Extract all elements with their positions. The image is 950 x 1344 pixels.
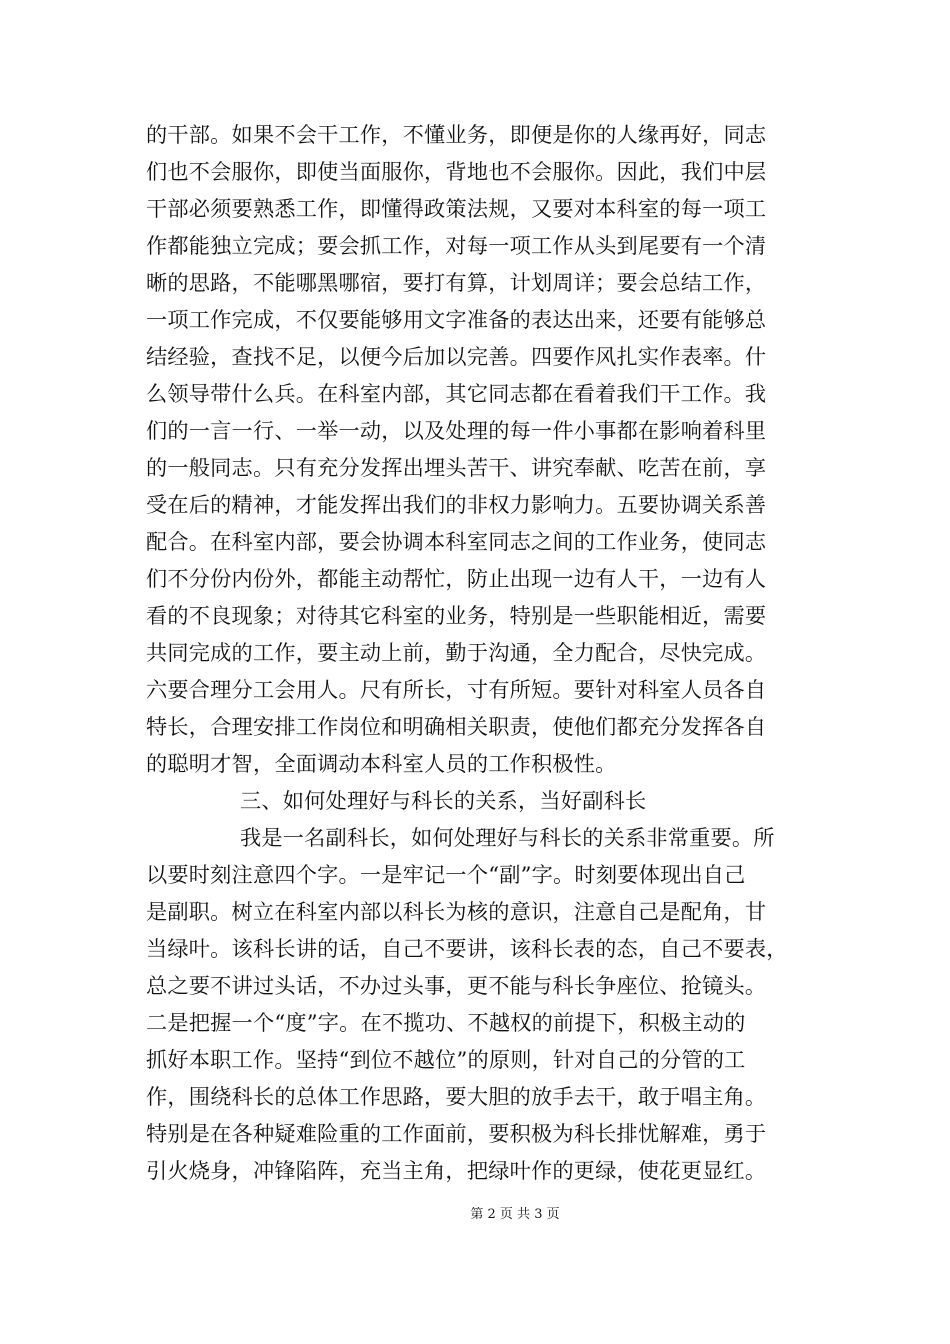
text-line: 特长，合理安排工作岗位和明确相关职责，使他们都充分发挥各自 (146, 714, 767, 739)
text-line: 引火烧身，冲锋陷阵，充当主角，把绿叶作的更绿，使花更显红。 (146, 1158, 767, 1183)
text-line: 受在后的精神，才能发挥出我们的非权力影响力。五要协调关系善 (146, 492, 767, 517)
paragraph-first-line: 我是一名副科长，如何处理好与科长的关系非常重要。所 (240, 825, 775, 850)
page-number: 第 2 页 共 3 页 (470, 1207, 560, 1222)
text-line: 么领导带什么兵。在科室内部，其它同志都在看着我们干工作。我 (146, 381, 767, 406)
text-line: 结经验，查找不足，以便今后加以完善。四要作风扎实作表率。什 (146, 344, 767, 369)
text-line: 六要合理分工会用人。尺有所长，寸有所短。要针对科室人员各自 (146, 677, 767, 702)
text-line: 当绿叶。该科长讲的话，自己不要讲，该科长表的态，自己不要表， (146, 936, 788, 961)
text-line: 们的一言一行、一举一动，以及处理的每一件小事都在影响着科里 (146, 418, 767, 443)
text-line: 的干部。如果不会干工作，不懂业务，即便是你的人缘再好，同志 (146, 122, 767, 147)
text-line: 看的不良现象；对待其它科室的业务，特别是一些职能相近，需要 (146, 603, 767, 628)
text-line: 二是把握一个“度”字。在不揽功、不越权的前提下，积极主动的 (146, 1010, 746, 1035)
body-text (146, 116, 826, 1189)
text-line: 作，围绕科长的总体工作思路，要大胆的放手去干，敢于唱主角。 (146, 1084, 767, 1109)
text-line: 们不分份内份外，都能主动帮忙，防止出现一边有人干，一边有人 (146, 566, 767, 591)
text-line: 的一般同志。只有充分发挥出埋头苦干、讲究奉献、吃苦在前，享 (146, 455, 767, 480)
text-line: 配合。在科室内部，要会协调本科室同志之间的工作业务，使同志 (146, 529, 767, 554)
text-line: 一项工作完成，不仅要能够用文字准备的表达出来，还要有能够总 (146, 307, 767, 332)
text-line: 抓好本职工作。坚持“到位不越位”的原则，针对自己的分管的工 (146, 1047, 746, 1072)
text-line: 以要时刻注意四个字。一是牢记一个“副”字。时刻要体现出自己 (146, 862, 746, 887)
text-line: 是副职。树立在科室内部以科长为核的意识，注意自己是配角，甘 (146, 899, 767, 924)
text-line: 们也不会服你，即使当面服你，背地也不会服你。因此，我们中层 (146, 159, 767, 184)
text-line: 作都能独立完成；要会抓工作，对每一项工作从头到尾要有一个清 (146, 233, 767, 258)
text-line: 的聪明才智，全面调动本科室人员的工作积极性。 (146, 751, 617, 776)
text-line: 晰的思路，不能哪黑哪宿，要打有算，计划周详；要会总结工作， (146, 270, 767, 295)
text-line: 总之要不讲过头话，不办过头事，更不能与科长争座位、抢镜头。 (146, 973, 767, 998)
text-line: 干部必须要熟悉工作，即懂得政策法规，又要对本科室的每一项工 (146, 196, 767, 221)
text-line: 特别是在各种疑难险重的工作面前，要积极为科长排忧解难，勇于 (146, 1121, 767, 1146)
section-heading: 三、如何处理好与科长的关系，当好副科长 (240, 788, 647, 813)
text-line: 共同完成的工作，要主动上前，勤于沟通，全力配合，尽快完成。 (146, 640, 767, 665)
